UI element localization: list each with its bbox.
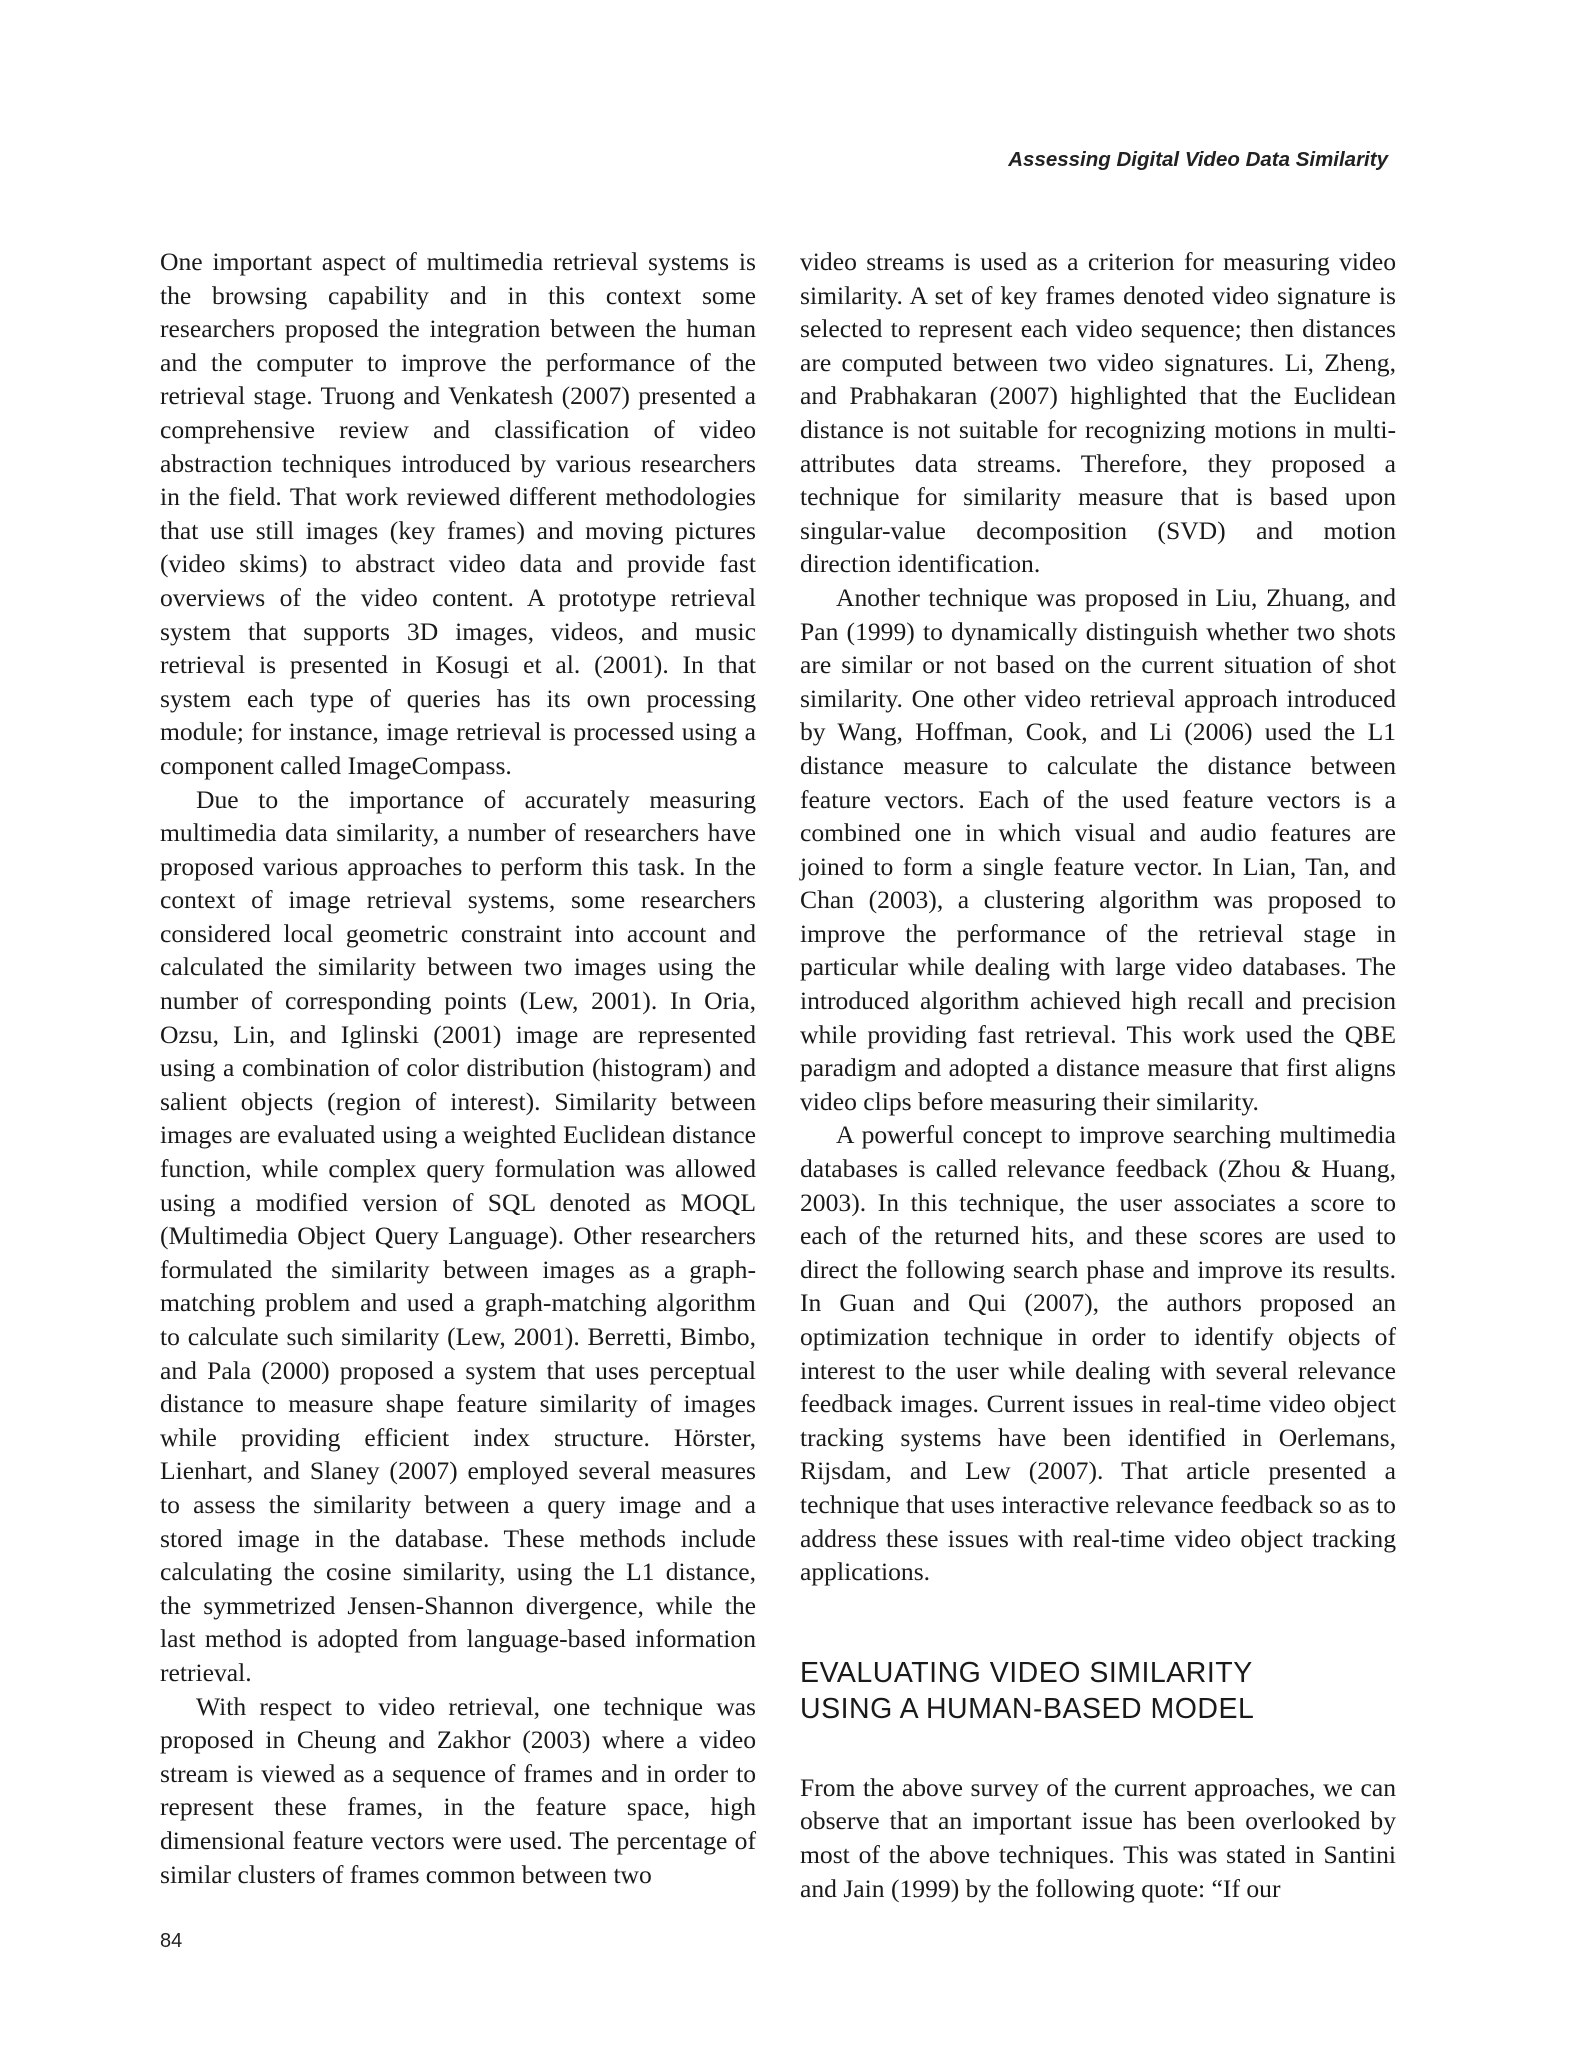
section-heading — [800, 1655, 1396, 1727]
left-text-column — [160, 245, 756, 1891]
body-paragraph: video streams is used as a criterion for measuring video similarity. A set of key frames denoted video signature is selected to represent each video sequence; then distances are computed between two video signatures. Li, Zheng, and Prabhakaran (2007) highlighted that the Euclidean distance is not suitable for recognizing motions in multi-attributes data streams. Therefore, they proposed a technique for similarity measure that is based upon singular-value decomposition (SVD) and motion direction identification. — [800, 247, 1396, 579]
body-paragraph: Another technique was proposed in Liu, Zhuang, and Pan (1999) to dynamically distinguish whether two shots are similar or not based on the current situation of shot similarity. One other video retrieval approach introduced by Wang, Hoffman, Cook, and Li (2006) used the L1 distance measure to calculate the distance between feature vectors. Each of the used feature vectors is a combined one in which visual and audio features are joined to form a single feature vector. In Lian, Tan, and Chan (2003), a clustering algorithm was proposed to improve the performance of the retrieval stage in particular while dealing with large video databases. The introduced algorithm achieved high recall and precision while providing fast retrieval. This work used the QBE paradigm and adopted a distance measure that first aligns video clips before measuring their similarity. — [800, 582, 1396, 1116]
section-heading-line: USING A HUMAN-BASED MODEL — [800, 1692, 1255, 1725]
section-heading-line: EVALUATING VIDEO SIMILARITY — [800, 1656, 1253, 1689]
section-body-paragraph: From the above survey of the current approaches, we can observe that an important issue has been overlooked by most of the above techniques. This was stated in Santini and Jain (1999) by the following quote: “If our — [800, 1772, 1396, 1903]
running-header-title: Assessing Digital Video Data Similarity — [1008, 148, 1388, 171]
body-paragraph: Due to the importance of accurately measuring multimedia data similarity, a number of researchers have proposed various approaches to perform this task. In the context of image retrieval systems, some researchers considered local geometric constraint into account and calculated the similarity between two images using the number of corresponding points (Lew, 2001). In Oria, Ozsu, Lin, and Iglinski (2001) image are represented using a combination of color distribution (histogram) and salient objects (region of interest). Similarity between images are evaluated using a weighted Euclidean distance function, while complex query formulation was allowed using a modified version of SQL denoted as MOQL (Multimedia Object Query Language). Other researchers formulated the similarity between images as a graph-matching problem and used a graph-matching algorithm to calculate such similarity (Lew, 2001). Berretti, Bimbo, and Pala (2000) proposed a system that uses perceptual distance to measure shape feature similarity of images while providing efficient index structure. Hörster, Lienhart, and Slaney (2007) employed several measures to assess the similarity between a query image and a stored image in the database. These methods include calculating the cosine similarity, using the L1 distance, the symmetrized Jensen-Shannon divergence, while the last method is adopted from language-based information retrieval. — [160, 784, 756, 1687]
body-paragraph: With respect to video retrieval, one technique was proposed in Cheung and Zakhor (2003) where a video stream is viewed as a sequence of frames and in order to represent these frames, in the feature space, high dimensional feature vectors were used. The percentage of similar clusters of frames common between two — [160, 1691, 756, 1889]
page-number: 84 — [160, 1930, 183, 1952]
right-text-column — [800, 245, 1396, 1905]
body-paragraph: A powerful concept to improve searching multimedia databases is called relevance feedback (Zhou & Huang, 2003). In this technique, the user associates a score to each of the returned hits, and these scores are used to direct the following search phase and improve its results. In Guan and Qui (2007), the authors proposed an optimization technique in order to identify objects of interest to the user while dealing with several relevance feedback images. Current issues in real-time video object tracking systems have been identified in Oerlemans, Rijsdam, and Lew (2007). That article presented a technique that uses interactive relevance feedback so as to address these issues with real-time video object tracking applications. — [800, 1120, 1396, 1587]
body-paragraph: One important aspect of multimedia retrieval systems is the browsing capability and in this context some researchers proposed the integration between the human and the computer to improve the performance of the retrieval stage. Truong and Venkatesh (2007) presented a comprehensive review and classification of video abstraction techniques introduced by various researchers in the field. That work reviewed different methodologies that use still images (key frames) and moving pictures (video skims) to abstract video data and provide fast overviews of the video content. A prototype retrieval system that supports 3D images, videos, and music retrieval is presented in Kosugi et al. (2001). In that system each type of queries has its own processing module; for instance, image retrieval is processed using a component called ImageCompass. — [160, 247, 756, 780]
